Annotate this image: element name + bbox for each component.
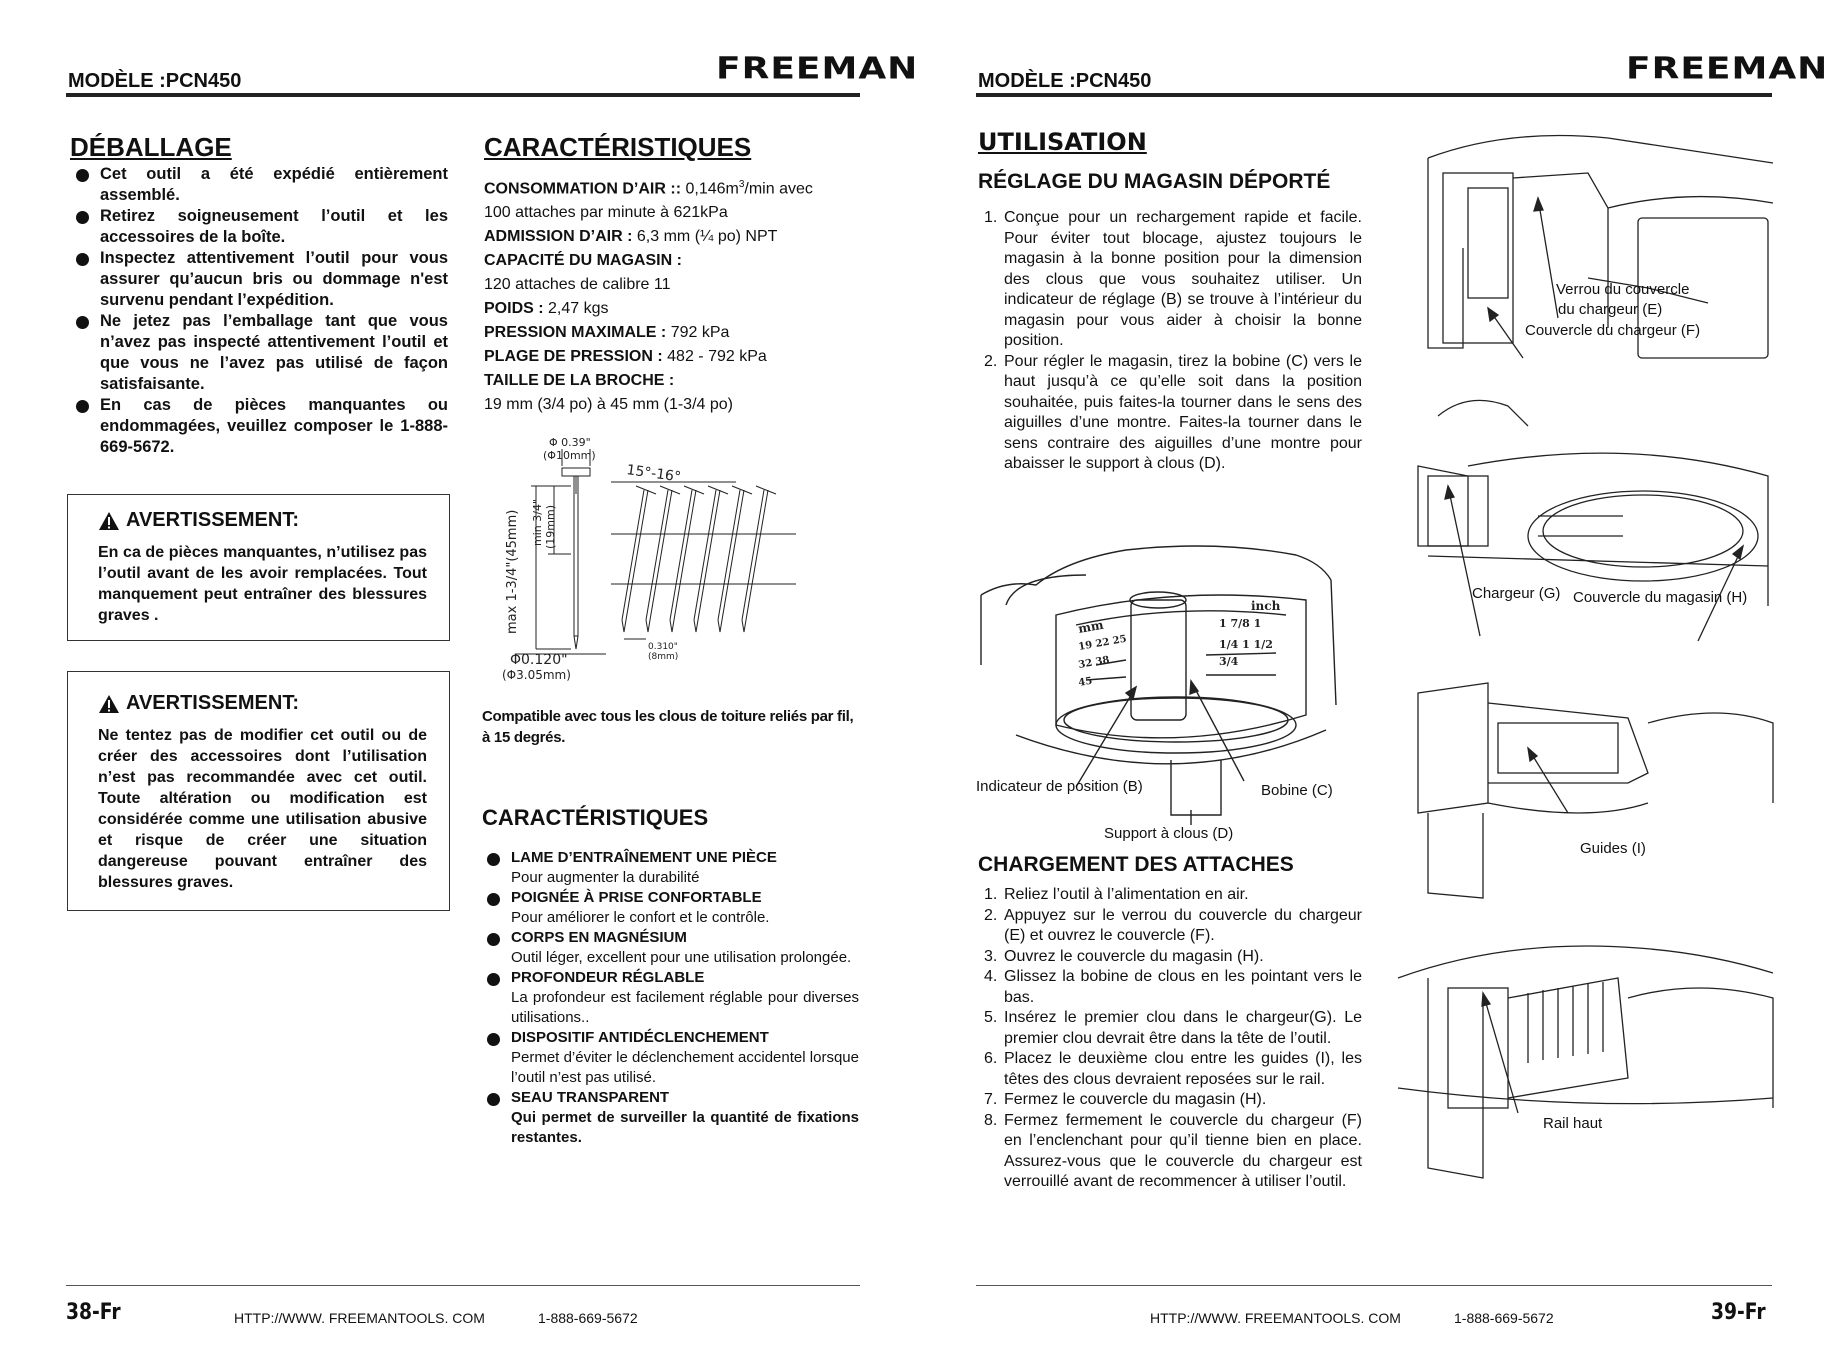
svg-text:15°-16°: 15°-16° [625, 462, 682, 486]
warning-triangle-icon [98, 511, 120, 531]
unpacking-item: Cet outil a été expédié entièrement assemblé. [74, 164, 448, 206]
left-brand-logo: FREEMAN [716, 51, 919, 86]
spec-capacity-label: CAPACITÉ DU MAGASIN : [484, 252, 682, 270]
warning-triangle-icon [98, 694, 120, 714]
right-page-number: 39-Fr [1711, 1300, 1766, 1325]
feature-item: POIGNÉE À PRISE CONFORTABLE Pour améliorer le confort et le contrôle. [485, 888, 859, 928]
loading-steps [980, 885, 1362, 1193]
svg-text:Support à clous (D): Support à clous (D) [1104, 825, 1234, 842]
bullet-icon [487, 973, 500, 986]
svg-text:45: 45 [1077, 675, 1094, 689]
step-item: 6. Placez le deuxième clou entre les guides (I), les têtes des clous devraient reposées sur le rail. [984, 1050, 1362, 1088]
left-model-label: MODÈLE :PCN450 [68, 70, 242, 92]
svg-text:(19mm): (19mm) [544, 504, 557, 549]
step-item: 7. Fermez le couvercle du magasin (H). [984, 1091, 1267, 1108]
left-footer-url[interactable]: HTTP://WWW. FREEMANTOOLS. COM [234, 1310, 485, 1326]
unpacking-list [74, 164, 448, 458]
svg-text:Chargeur (G): Chargeur (G) [1472, 585, 1561, 602]
svg-text:Φ 0.39": Φ 0.39" [549, 436, 591, 449]
svg-text:1/4 1 1/2: 1/4 1 1/2 [1219, 638, 1273, 651]
right-header-rule [976, 93, 1772, 97]
svg-text:du chargeur (E): du chargeur (E) [1558, 301, 1663, 318]
spec-pressure-range: PLAGE DE PRESSION : 482 - 792 kPa [484, 348, 767, 366]
unpacking-title: DÉBALLAGE [70, 132, 232, 162]
svg-text:0.310": 0.310" [648, 642, 678, 652]
warning-heading: AVERTISSEMENT: [98, 509, 427, 532]
usage-title: UTILISATION [978, 128, 1147, 156]
warning-text: Ne tentez pas de modifier cet outil ou de créer des accessoires dont l’utilisation n’est pas recommandée avec cet outil. Toute altération ou modification est considérée comme une utilisation abusive et risque de créer une situation dangereuse pouvant entraîner des blessures graves. [98, 727, 427, 891]
svg-text:Rail haut: Rail haut [1543, 1115, 1603, 1132]
svg-text:Bobine (C): Bobine (C) [1261, 782, 1333, 799]
spec-air-line2: 100 attaches par minute à 621kPa [484, 204, 728, 222]
spec-max-pressure: PRESSION MAXIMALE : 792 kPa [484, 324, 730, 342]
tool-figures-column [1388, 128, 1778, 1248]
step-item: 4. Glissez la bobine de clous en les pointant vers le bas. [984, 968, 1362, 1006]
svg-text:Guides (I): Guides (I) [1580, 840, 1646, 857]
loading-title: CHARGEMENT DES ATTACHES [978, 853, 1294, 876]
left-page-number: 38-Fr [66, 1300, 121, 1325]
svg-text:mm: mm [1077, 617, 1105, 636]
bullet-icon [76, 400, 89, 413]
svg-text:Couvercle du chargeur (F): Couvercle du chargeur (F) [1525, 322, 1701, 339]
spec-air: CONSOMMATION D’AIR :: $0,146m^3/\min$ avec [484, 179, 813, 198]
feature-item: PROFONDEUR RÉGLABLE La profondeur est facilement réglable pour diverses utilisations.. [485, 968, 859, 1028]
warning-box-1 [67, 494, 450, 641]
svg-text:19 22 25: 19 22 25 [1077, 633, 1128, 653]
feature-item: CORPS EN MAGNÉSIUM Outil léger, excellent pour une utilisation prolongée. [485, 928, 859, 968]
bullet-icon [76, 211, 89, 224]
warning-text: En ca de pièces manquantes, n’utilisez pas l’outil avant de les avoir remplacées. Tout manquement peut entraîner des blessures graves . [98, 544, 427, 624]
svg-text:32 38: 32 38 [1077, 654, 1111, 671]
bullet-icon [76, 316, 89, 329]
top-rail-figure [1398, 946, 1773, 1178]
right-model-label: MODÈLE :PCN450 [978, 70, 1152, 92]
spec-size-label: TAILLE DE LA BROCHE : [484, 372, 675, 390]
bullet-icon [76, 169, 89, 182]
unpacking-item: Ne jetez pas l’emballage tant que vous n’avez pas inspecté attentivement l’outil et que vous ne l’avez pas utilisé de façon satisfaisante. [74, 311, 448, 395]
specs-title: CARACTÉRISTIQUES [484, 132, 752, 162]
left-footer-phone: 1-888-669-5672 [538, 1310, 638, 1326]
features-title: CARACTÉRISTIQUES [482, 805, 709, 830]
bullet-icon [487, 933, 500, 946]
feature-item: DISPOSITIF ANTIDÉCLENCHEMENT Permet d’éviter le déclenchement accidentel lorsque l’outil n’est pas utilisé. [485, 1028, 859, 1088]
svg-text:Φ0.120": Φ0.120" [510, 652, 568, 668]
bullet-icon [76, 253, 89, 266]
bullet-icon [487, 1033, 500, 1046]
svg-text:inch: inch [1251, 599, 1281, 613]
svg-text:1 7/8 1: 1 7/8 1 [1219, 617, 1262, 630]
right-footer-rule [976, 1285, 1772, 1286]
svg-text:Verrou du couvercle: Verrou du couvercle [1556, 281, 1690, 298]
unpacking-item: Retirez soigneusement l’outil et les accessoires de la boîte. [74, 206, 448, 248]
feature-item: SEAU TRANSPARENT Qui permet de surveiller la quantité de fixations restantes. [485, 1088, 859, 1148]
step-item: 2. Pour régler le magasin, tirez la bobine (C) vers le haut jusqu’à ce qu’elle soit dans la position souhaitée, puis faites-la tourner dans le sens des aiguilles d’une montre. Faites-la tourner dans le sens contraire des aiguilles d’une montre pour abaisser le support à clous (D). [984, 352, 1362, 472]
spec-size-value: 19 mm (3/4 po) à 45 mm (1-3/4 po) [484, 396, 733, 414]
svg-text:(Φ3.05mm): (Φ3.05mm) [502, 668, 571, 682]
warning-box-2 [67, 671, 450, 911]
svg-text:(8mm): (8mm) [648, 652, 679, 662]
nail-dimension-diagram [496, 434, 826, 684]
right-footer-phone: 1-888-669-5672 [1454, 1310, 1554, 1326]
left-footer-rule [66, 1285, 860, 1286]
svg-text:Couvercle du magasin (H): Couvercle du magasin (H) [1573, 589, 1748, 606]
magazine-title: RÉGLAGE DU MAGASIN DÉPORTÉ [978, 170, 1331, 193]
bullet-icon [487, 1093, 500, 1106]
magazine-figure [976, 505, 1366, 850]
svg-text:min 3/4": min 3/4" [531, 498, 544, 546]
spec-inlet: ADMISSION D’AIR : 6,3 mm (¼ po) NPT [484, 228, 778, 246]
step-item: 8. Fermez fermement le couvercle du chargeur (F) en l’enclenchant pour qu’il tienne bien en place. Assurez-vous que le couvercle du chargeur est verrouillé avant de recommencer à utiliser l’outil. [984, 1111, 1362, 1190]
step-item: 5. Insérez le premier clou dans le chargeur(G). Le premier clou devrait être dans la tête de l’outil. [984, 1009, 1362, 1047]
unpacking-item: Inspectez attentivement l’outil pour vous assurer qu’aucun bris ou dommage n'est survenu pendant l’expédition. [74, 248, 448, 311]
step-item: 2. Appuyez sur le verrou du couvercle du chargeur (E) et ouvrez le couvercle (F). [984, 906, 1362, 944]
spec-weight: POIDS : 2,47 kgs [484, 300, 609, 318]
spec-capacity-value: 120 attaches de calibre 11 [484, 276, 671, 294]
svg-text:max 1-3/4"(45mm): max 1-3/4"(45mm) [505, 509, 520, 634]
step-item: 1. Conçue pour un rechargement rapide et facile. Pour éviter tout blocage, ajustez toujours le magasin à la bonne position pour la dimension des clous que vous souhaitez utiliser. Un indicateur de réglage (B) se trouve à l’intérieur du magasin pour vous aider à choisir la bonne position. [984, 209, 1362, 349]
right-footer-url[interactable]: HTTP://WWW. FREEMANTOOLS. COM [1150, 1310, 1401, 1326]
unpacking-item: En cas de pièces manquantes ou endommagées, veuillez composer le 1-888-669-5672. [74, 395, 448, 458]
left-header-rule [66, 93, 860, 97]
bullet-icon [487, 853, 500, 866]
bullet-icon [487, 893, 500, 906]
svg-text:Indicateur de position (B): Indicateur de position (B) [976, 778, 1143, 795]
step-item: 1. Reliez l’outil à l’alimentation en air. [984, 886, 1249, 903]
features-list [485, 848, 859, 1148]
svg-text:(Φ10mm): (Φ10mm) [543, 449, 596, 462]
step-item: 3. Ouvrez le couvercle du magasin (H). [984, 947, 1264, 965]
warning-heading: AVERTISSEMENT: [98, 692, 427, 715]
svg-text:3/4: 3/4 [1219, 655, 1239, 668]
right-brand-logo: FREEMAN [1626, 51, 1829, 86]
compat-note: Compatible avec tous les clous de toiture reliés par fil, à 15 degrés. [482, 708, 854, 746]
feature-item: LAME D’ENTRAÎNEMENT UNE PIÈCE Pour augmenter la durabilité [485, 848, 859, 888]
magazine-steps [980, 208, 1362, 475]
specs-block [484, 173, 864, 417]
guides-figure [1418, 683, 1773, 898]
